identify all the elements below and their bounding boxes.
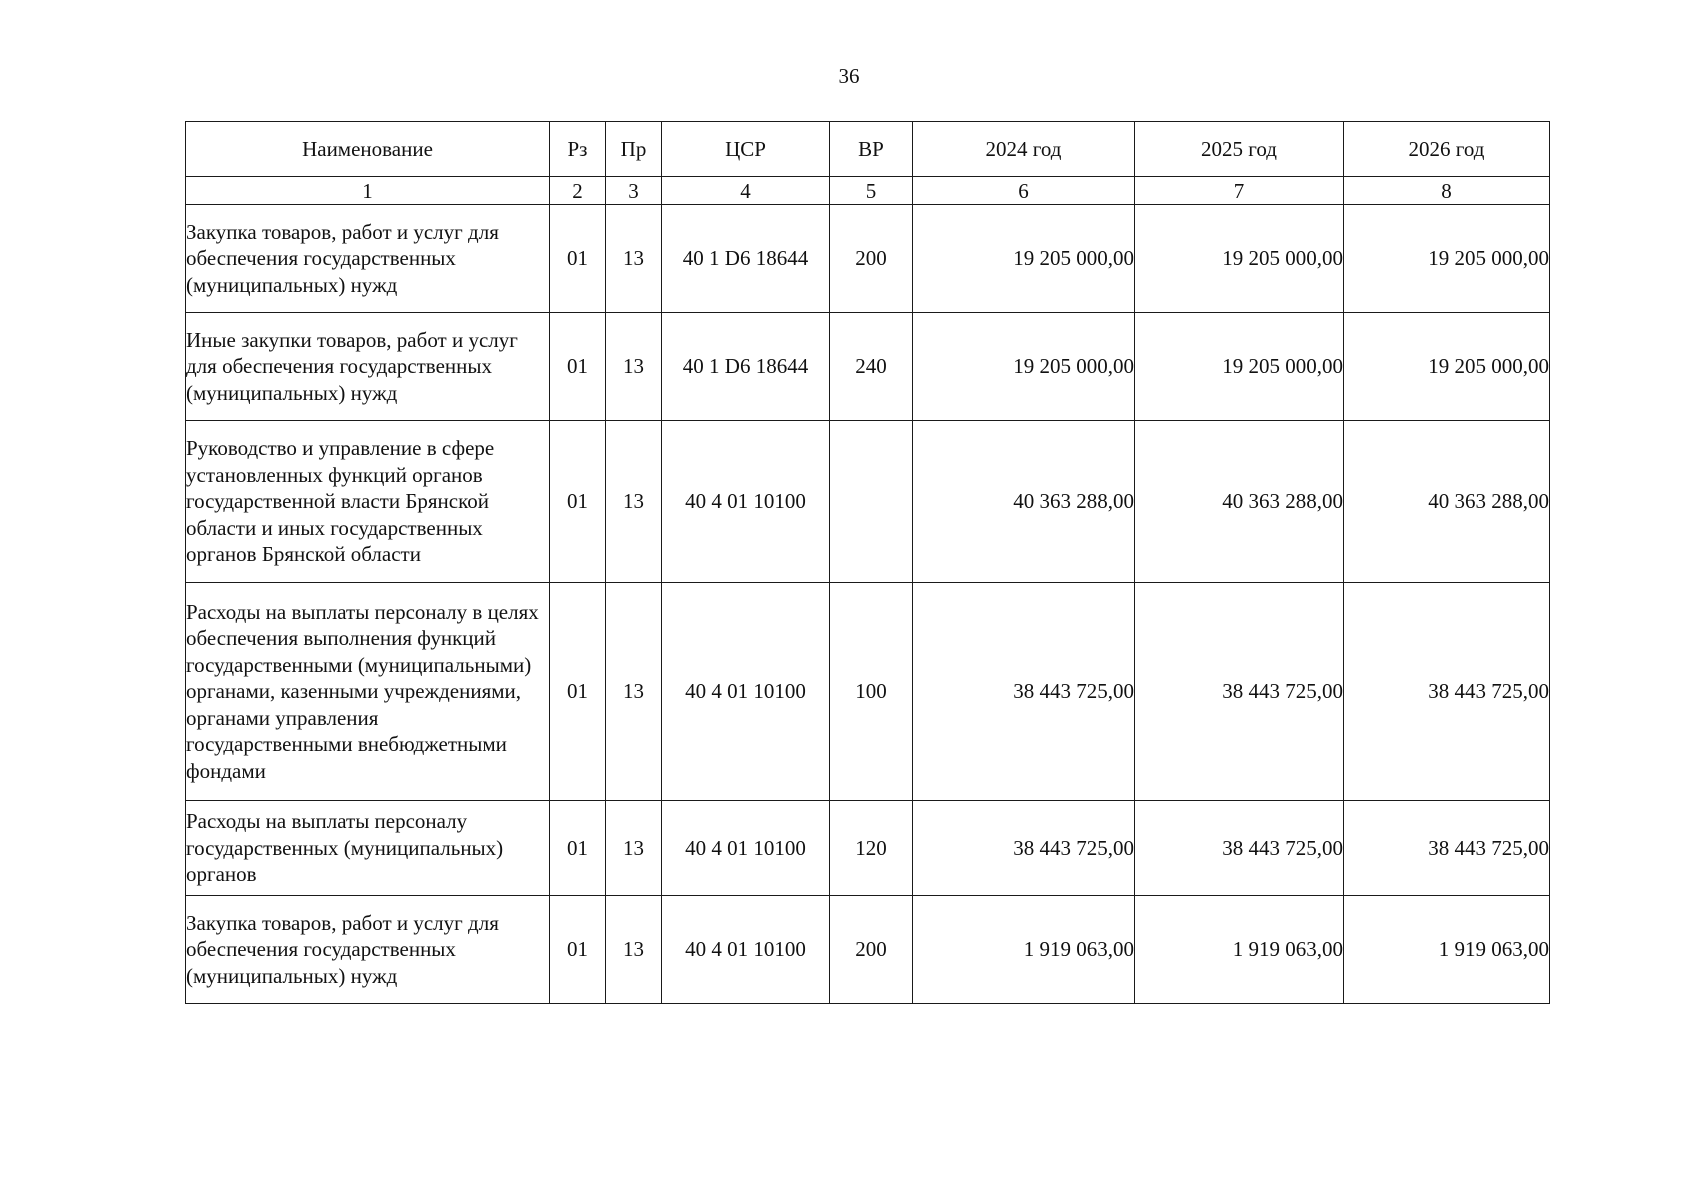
cell-rz: 01	[550, 801, 606, 896]
cell-vr	[830, 421, 913, 583]
cell-amount-2025: 38 443 725,00	[1135, 583, 1344, 801]
column-number: 7	[1135, 177, 1344, 205]
header-2026: 2026 год	[1344, 122, 1550, 177]
table-row	[186, 421, 1550, 583]
cell-pr: 13	[606, 801, 662, 896]
cell-pr: 13	[606, 896, 662, 1004]
cell-amount-2024: 1 919 063,00	[913, 896, 1135, 1004]
table-row	[186, 313, 1550, 421]
column-number: 4	[662, 177, 830, 205]
header-2025: 2025 год	[1135, 122, 1344, 177]
cell-pr: 13	[606, 583, 662, 801]
cell-vr: 200	[830, 896, 913, 1004]
cell-amount-2024: 19 205 000,00	[913, 205, 1135, 313]
column-number: 1	[186, 177, 550, 205]
column-number-row	[186, 177, 1550, 205]
cell-name: Закупка товаров, работ и услуг для обеспечения государственных (муниципальных) нужд	[186, 205, 550, 313]
column-number: 5	[830, 177, 913, 205]
cell-vr: 120	[830, 801, 913, 896]
cell-vr: 100	[830, 583, 913, 801]
cell-amount-2024: 40 363 288,00	[913, 421, 1135, 583]
cell-amount-2024: 38 443 725,00	[913, 801, 1135, 896]
cell-csr: 40 4 01 10100	[662, 896, 830, 1004]
column-number: 3	[606, 177, 662, 205]
cell-pr: 13	[606, 205, 662, 313]
cell-amount-2026: 1 919 063,00	[1344, 896, 1550, 1004]
cell-amount-2026: 40 363 288,00	[1344, 421, 1550, 583]
cell-amount-2026: 19 205 000,00	[1344, 205, 1550, 313]
table-row	[186, 205, 1550, 313]
cell-amount-2026: 19 205 000,00	[1344, 313, 1550, 421]
cell-name: Руководство и управление в сфере установленных функций органов государственной власти Брянской области и иных государственных органов Брянской области	[186, 421, 550, 583]
table-row	[186, 801, 1550, 896]
cell-name: Закупка товаров, работ и услуг для обеспечения государственных (муниципальных) нужд	[186, 896, 550, 1004]
cell-vr: 200	[830, 205, 913, 313]
cell-amount-2026: 38 443 725,00	[1344, 583, 1550, 801]
cell-csr: 40 4 01 10100	[662, 583, 830, 801]
cell-pr: 13	[606, 313, 662, 421]
header-pr: Пр	[606, 122, 662, 177]
cell-csr: 40 4 01 10100	[662, 421, 830, 583]
cell-csr: 40 4 01 10100	[662, 801, 830, 896]
table-row	[186, 896, 1550, 1004]
cell-rz: 01	[550, 896, 606, 1004]
header-2024: 2024 год	[913, 122, 1135, 177]
cell-amount-2024: 38 443 725,00	[913, 583, 1135, 801]
cell-name: Расходы на выплаты персоналу государственных (муниципальных) органов	[186, 801, 550, 896]
header-name: Наименование	[186, 122, 550, 177]
column-number: 8	[1344, 177, 1550, 205]
cell-amount-2025: 19 205 000,00	[1135, 313, 1344, 421]
column-number: 2	[550, 177, 606, 205]
cell-name: Расходы на выплаты персоналу в целях обеспечения выполнения функций государственными (муниципальными) органами, казенными учреждениями, органами управления государственными внебюджетными фондами	[186, 583, 550, 801]
header-csr: ЦСР	[662, 122, 830, 177]
cell-rz: 01	[550, 205, 606, 313]
cell-rz: 01	[550, 583, 606, 801]
cell-rz: 01	[550, 313, 606, 421]
cell-vr: 240	[830, 313, 913, 421]
column-number: 6	[913, 177, 1135, 205]
cell-amount-2025: 1 919 063,00	[1135, 896, 1344, 1004]
budget-table	[185, 121, 1550, 1004]
cell-csr: 40 1 D6 18644	[662, 313, 830, 421]
header-vr: ВР	[830, 122, 913, 177]
cell-name: Иные закупки товаров, работ и услуг для обеспечения государственных (муниципальных) нужд	[186, 313, 550, 421]
cell-amount-2025: 40 363 288,00	[1135, 421, 1344, 583]
cell-pr: 13	[606, 421, 662, 583]
cell-csr: 40 1 D6 18644	[662, 205, 830, 313]
cell-amount-2026: 38 443 725,00	[1344, 801, 1550, 896]
header-rz: Рз	[550, 122, 606, 177]
cell-rz: 01	[550, 421, 606, 583]
cell-amount-2024: 19 205 000,00	[913, 313, 1135, 421]
cell-amount-2025: 38 443 725,00	[1135, 801, 1344, 896]
header-row	[186, 122, 1550, 177]
page-number: 36	[838, 64, 860, 88]
cell-amount-2025: 19 205 000,00	[1135, 205, 1344, 313]
table-row	[186, 583, 1550, 801]
